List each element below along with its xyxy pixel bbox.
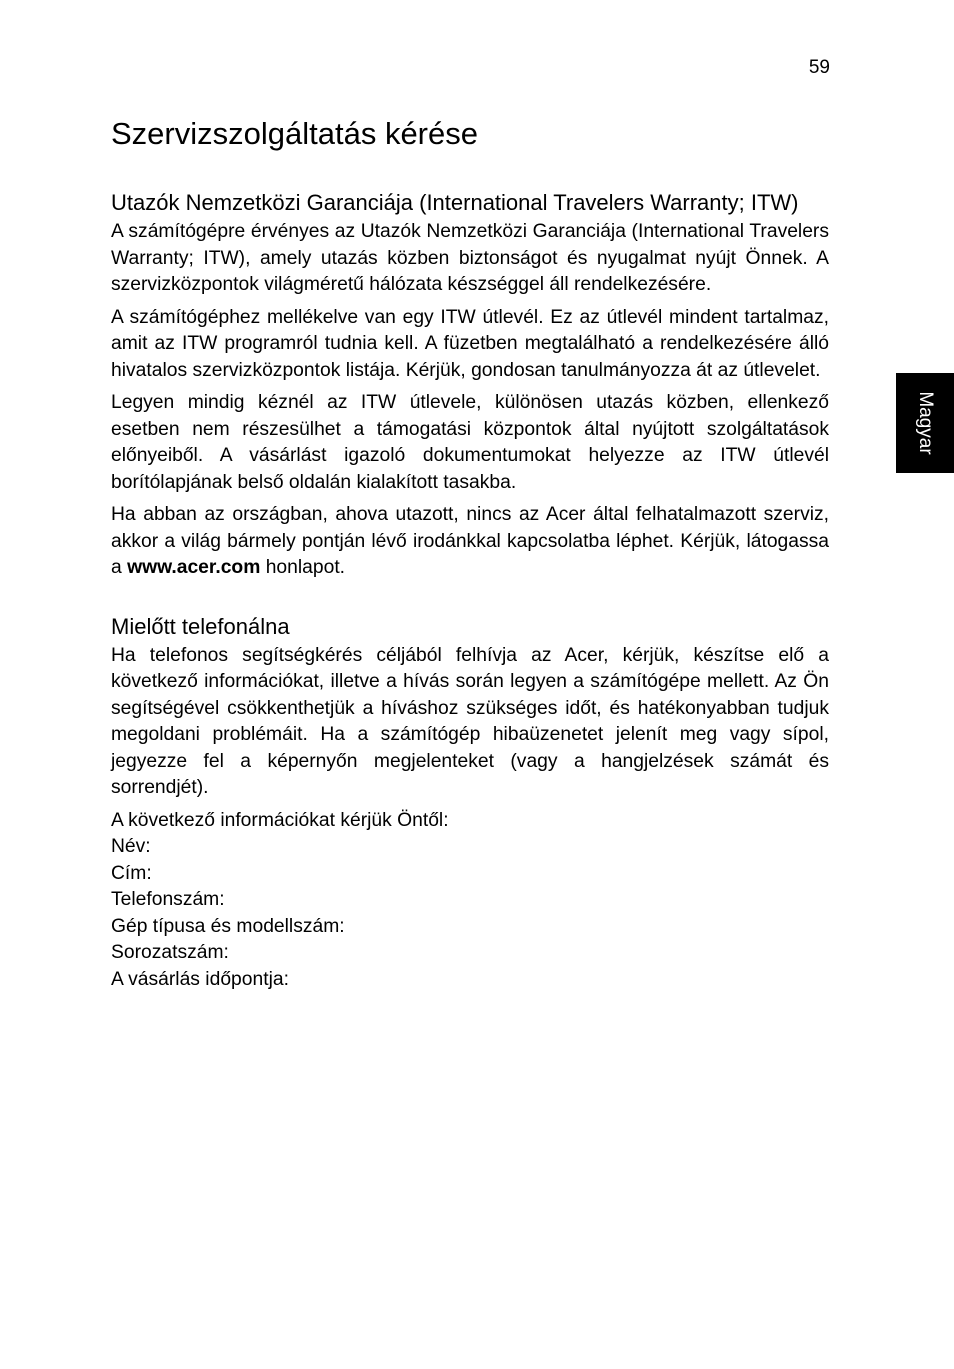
page-title: Szervizszolgáltatás kérése <box>111 116 478 151</box>
itw-paragraph-1: A számítógépre érvényes az Utazók Nemzetközi Garanciája (International Travelers Warranty; ITW), amely utazás közben biztonságot és nyugalmat nyújt Önnek. A szervizközpontok világméretű hálózata készséggel áll rendelkezésére. <box>111 221 829 295</box>
page-number: 59 <box>808 57 830 78</box>
list-item: Sorozatszám: <box>111 942 229 963</box>
itw-paragraph-4-end: honlapot. <box>260 557 346 578</box>
list-item: Telefonszám: <box>111 889 225 910</box>
itw-paragraph-3: Legyen mindig kéznél az ITW útlevele, különösen utazás közben, ellenkező esetben nem részesülhet a támogatási központok által nyújtott szolgáltatások előnyeiből. A vásárlást igazoló dokumentumokat helyezze az ITW útlevél borítólapjának belső oldalán kialakított tasakba. <box>111 392 829 493</box>
itw-paragraph-4-text: Ha abban az országban, ahova utazott, nincs az Acer által felhatalmazott szerviz, akkor a világ bármely pontján lévő irodánkkal kapcsolatba léphet. Kérjük, látogassa a <box>111 504 829 578</box>
before-call-section <box>111 612 829 994</box>
language-tab <box>896 373 954 473</box>
list-item: Cím: <box>111 862 152 884</box>
itw-heading: Utazók Nemzetközi Garanciája (International Travelers Warranty; ITW) <box>111 190 799 215</box>
page-content <box>111 114 829 993</box>
info-intro: A következő információkat kérjük Öntől: <box>111 809 449 831</box>
itw-section <box>111 188 829 582</box>
list-item: Név: <box>111 836 151 857</box>
language-tab-label: Magyar <box>915 391 936 455</box>
before-call-paragraph: Ha telefonos segítségkérés céljából felhívja az Acer, kérjük, készítse elő a következő információkat, illetve a hívás során legyen a számítógépe mellett. Az Ön segítségével csökkenthetjük a híváshoz szükséges időt, és hatékonyabban tudjuk megoldani problémáit. Ha a számítógép hibaüzenetet jelenít meg vagy sípol, jegyezze fel a képernyőn megjelenteket (vagy a hangjelzések számát és sorrendjét). <box>111 644 829 798</box>
acer-website-link[interactable]: www.acer.com <box>127 557 261 578</box>
list-item: Gép típusa és modellszám: <box>111 915 345 937</box>
itw-paragraph-2: A számítógéphez mellékelve van egy ITW útlevél. Ez az útlevél mindent tartalmaz, amit az ITW programról tudnia kell. A füzetben megtalálható a rendelkezésére álló hivatalos szervizközpontok listája. Kérjük, gondosan tanulmányozza át az útlevelet. <box>111 306 829 381</box>
itw-paragraph-4 <box>111 502 829 582</box>
list-item: A vásárlás időpontja: <box>111 968 289 990</box>
before-call-heading: Mielőtt telefonálna <box>111 613 290 639</box>
info-field-list <box>111 834 829 993</box>
